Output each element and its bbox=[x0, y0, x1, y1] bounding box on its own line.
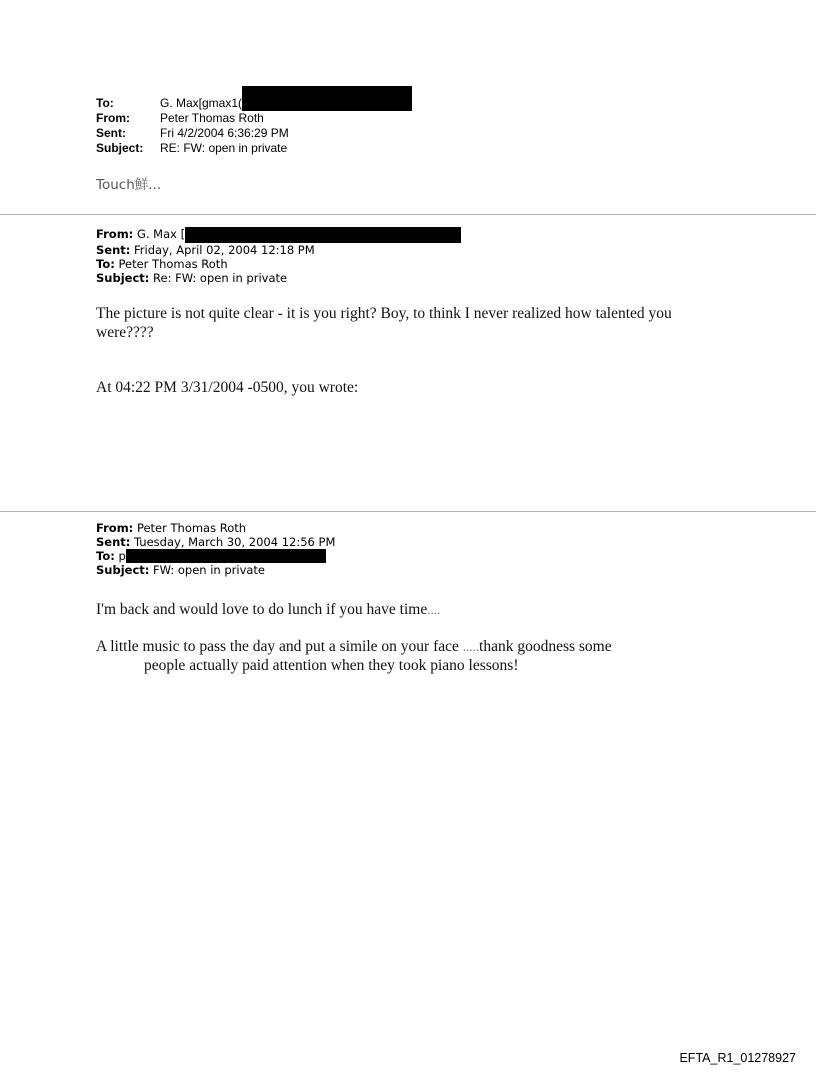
subject-row bbox=[96, 141, 412, 156]
to-label: To: bbox=[96, 96, 114, 110]
from-row bbox=[96, 111, 412, 126]
quoted-header-1 bbox=[96, 227, 461, 285]
quote2-sent-row bbox=[96, 535, 335, 549]
quote2-from-label: From: bbox=[96, 521, 134, 535]
quote1-from-label: From: bbox=[96, 227, 134, 241]
quote2-body-para bbox=[96, 637, 612, 675]
quote2-body-text: thank goodness some bbox=[479, 638, 612, 655]
sent-value: Fri 4/2/2004 6:36:29 PM bbox=[160, 126, 289, 140]
quote1-subject-label: Subject: bbox=[96, 271, 150, 285]
divider bbox=[0, 511, 816, 512]
redaction-bar bbox=[185, 227, 461, 243]
quote1-to-value: Peter Thomas Roth bbox=[118, 257, 228, 271]
quote2-sent-value: Tuesday, March 30, 2004 12:56 PM bbox=[134, 535, 336, 549]
quote1-sent-label: Sent: bbox=[96, 243, 131, 257]
subject-value: RE: FW: open in private bbox=[160, 141, 288, 155]
quote1-subject-row bbox=[96, 271, 461, 285]
quote2-to-row bbox=[96, 549, 335, 563]
quote1-sent-row bbox=[96, 243, 461, 257]
sent-label: Sent: bbox=[96, 126, 126, 140]
quote2-body-text: I'm back and would love to do lunch if you have time bbox=[96, 601, 428, 618]
quote1-body-line: were???? bbox=[96, 324, 154, 341]
divider bbox=[0, 214, 816, 215]
quote2-subject-value: FW: open in private bbox=[153, 563, 266, 577]
subject-label: Subject: bbox=[96, 141, 144, 155]
reply-text: Touch鮮... bbox=[96, 177, 162, 193]
quote2-body-line-1 bbox=[96, 600, 440, 619]
quote2-sent-label: Sent: bbox=[96, 535, 131, 549]
quote1-attribution: At 04:22 PM 3/31/2004 -0500, you wrote: bbox=[96, 379, 359, 396]
quote2-body-dots: .... bbox=[427, 602, 441, 617]
quote1-from-value: G. Max [ bbox=[136, 227, 186, 241]
quote1-sent-value: Friday, April 02, 2004 12:18 PM bbox=[134, 243, 315, 257]
quote2-body-line-2 bbox=[96, 637, 612, 656]
quote1-from-row bbox=[96, 227, 461, 243]
quote1-body-line: The picture is not quite clear - it is you right? Boy, to think I never realized how talented you bbox=[96, 305, 672, 322]
to-row bbox=[96, 96, 412, 111]
quoted-header-2 bbox=[96, 521, 335, 577]
quote2-to-value: p bbox=[118, 549, 126, 563]
quote2-body-text: A little music to pass the day and put a simile on your face bbox=[96, 638, 463, 655]
sent-row bbox=[96, 126, 412, 141]
quote2-subject-label: Subject: bbox=[96, 563, 150, 577]
quote2-subject-row bbox=[96, 563, 335, 577]
email-header bbox=[96, 96, 412, 156]
quote1-to-row bbox=[96, 257, 461, 271]
quote1-subject-value: Re: FW: open in private bbox=[153, 271, 288, 285]
from-value: Peter Thomas Roth bbox=[160, 111, 264, 125]
to-value: G. Max[gmax1( bbox=[160, 96, 243, 110]
from-label: From: bbox=[96, 111, 130, 125]
quote2-body-dots: ..... bbox=[462, 639, 480, 654]
redaction-bar bbox=[126, 549, 326, 563]
quote2-to-label: To: bbox=[96, 549, 115, 563]
quote2-from-value: Peter Thomas Roth bbox=[136, 521, 247, 535]
document-id: EFTA_R1_01278927 bbox=[679, 1051, 796, 1065]
quote2-body-line-3: people actually paid attention when they took piano lessons! bbox=[144, 657, 519, 674]
quote1-body bbox=[96, 304, 672, 342]
quote2-from-row bbox=[96, 521, 335, 535]
quote1-to-label: To: bbox=[96, 257, 115, 271]
redaction-bar bbox=[242, 86, 412, 111]
